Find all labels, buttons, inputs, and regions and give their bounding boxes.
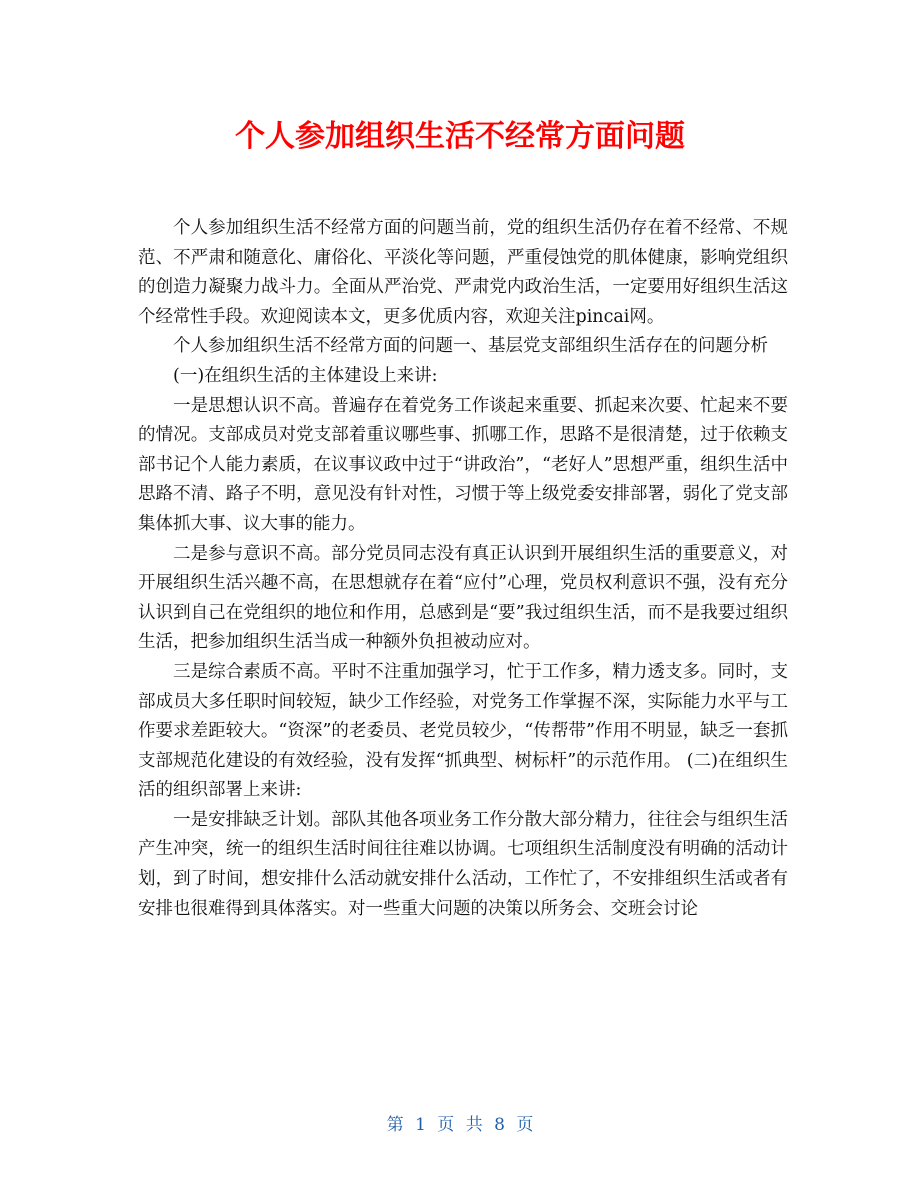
paragraph-intro: 个人参加组织生活不经常方面的问题当前，党的组织生活仍存在着不经常、不规范、不严肃和随意化、庸俗化、平淡化等问题，严重侵蚀党的肌体健康，影响党组织的创造力凝聚力战斗力。全面从严治党、严肃党内政治生活，一定要用好组织生活这个经常性手段。欢迎阅读本文，更多优质内容，欢迎关注pincai网。	[138, 218, 788, 327]
document-title: 个人参加组织生活不经常方面问题	[235, 119, 685, 154]
paragraph-subsection-one: (一)在组织生活的主体建设上来讲:	[173, 365, 438, 386]
document-body	[138, 214, 788, 924]
paragraph-point-thinking: 一是思想认识不高。普遍存在着党务工作谈起来重要、抓起来次要、忙起来不要的情况。支部成员对党支部着重议哪些事、抓哪工作，思路不是很清楚，过于依赖支部书记个人能力素质，在议事议政中过于“讲政治”，“老好人”思想严重，组织生活中思路不清、路子不明，意见没有针对性，习惯于等上级党委安排部署，弱化了党支部集体抓大事、议大事的能力。	[138, 395, 788, 534]
paragraph-point-quality: 三是综合素质不高。平时不注重加强学习，忙于工作多，精力透支多。同时，支部成员大多任职时间较短，缺少工作经验，对党务工作掌握不深，实际能力水平与工作要求差距较大。“资深”的老委员、老党员较少，“传帮带”作用不明显，缺乏一套抓支部规范化建设的有效经验，没有发挥“抓典型、树标杆”的示范作用。 (二)在组织生活的组织部署上来讲:	[138, 661, 788, 801]
paragraph-point-planning: 一是安排缺乏计划。部队其他各项业务工作分散大部分精力，往往会与组织生活产生冲突，统一的组织生活时间往往难以协调。七项组织生活制度没有明确的活动计划，到了时间，想安排什么活动就安排什么活动，工作忙了，不安排组织生活或者有安排也很难得到具体落实。对一些重大问题的决策以所务会、交班会讨论	[138, 809, 788, 919]
paragraph-section-one-heading: 个人参加组织生活不经常方面的问题一、基层党支部组织生活存在的问题分析	[173, 336, 768, 357]
page-number-footer: 第 1 页 共 8 页	[386, 1115, 534, 1135]
paragraph-point-participation: 二是参与意识不高。部分党员同志没有真正认识到开展组织生活的重要意义，对开展组织生活兴趣不高，在思想就存在着“应付”心理，党员权利意识不强，没有充分认识到自己在党组织的地位和作用，总感到是“要”我过组织生活，而不是我要过组织生活，把参加组织生活当成一种额外负担被动应对。	[138, 543, 788, 653]
